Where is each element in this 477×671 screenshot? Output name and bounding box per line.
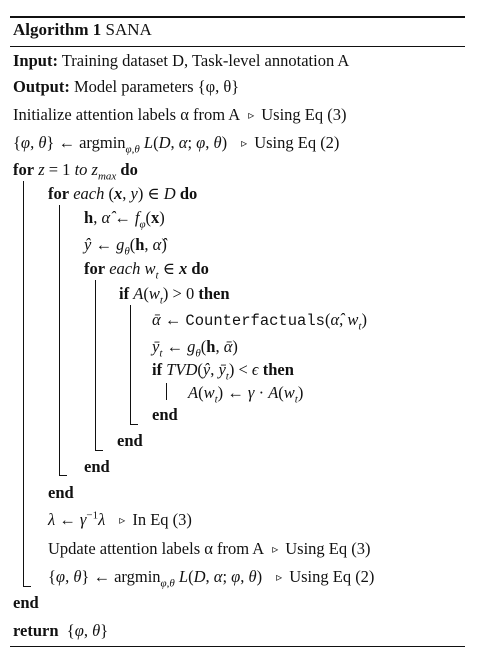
init-line: [13, 105, 347, 126]
lambda-line: λ ← $\gamma^{-1}\lambda$ ▹ In Eq (3): [48, 509, 192, 529]
update-comment: Using Eq (3): [285, 539, 371, 558]
top-rule: [10, 16, 465, 18]
for-z-line: for z = 1 to $z_{max}$ do: [13, 160, 138, 183]
return-line: return {φ, θ}: [13, 621, 109, 640]
scope-bar-if-tvd: [166, 383, 167, 400]
scope-tick-for-xy: [59, 475, 67, 476]
update-labels-line: [48, 539, 371, 560]
scope-tick-for-z: [23, 586, 31, 587]
algorithm-name: SANA: [105, 20, 152, 39]
input-text: Training dataset D, Task-level annotation A: [61, 51, 350, 70]
end-if-tvd: end: [152, 405, 178, 424]
end-for-wt: end: [84, 457, 110, 476]
predict-line: ŷ ← $g_\theta(h$, α̂): [84, 235, 167, 258]
title-rule: [10, 46, 465, 47]
counterfactual-predict-line: $ȳ_t$ ← $g_\theta(h$, ᾱ): [152, 337, 238, 360]
comment-triangle-icon: ▹: [119, 513, 126, 527]
init-comment: Using Eq (3): [261, 105, 347, 124]
scope-bar-for-xy: [59, 205, 60, 475]
scope-bar-for-wt: [95, 280, 96, 450]
end-for-xy: end: [48, 483, 74, 502]
if-tvd-line: if TVD(ŷ, $ȳ_t) < \epsilon$ then: [152, 360, 294, 383]
comment-triangle-icon: ▹: [276, 570, 283, 584]
init-text: Initialize attention labels α from A: [13, 105, 241, 124]
attention-update-line: $A(w_t)$ ← $\gamma \cdot A(w_t)$: [188, 383, 304, 406]
bottom-rule: [10, 646, 465, 647]
if-positive-line: if $A(w_t) > 0$ then: [119, 284, 230, 307]
input-line: Input: Training dataset D, Task-level annotation A: [13, 51, 350, 70]
for-each-wt-line: for each $w_t$ ∈ x do: [84, 259, 209, 282]
output-text: Model parameters {φ, θ}: [73, 77, 240, 96]
argmin-line-1: {φ, θ} ← argmin$_{\varphi,\theta}$ L(D, α; φ, θ) ▹ Using Eq (2): [13, 133, 340, 156]
encode-line: h, α̂ ← $f_\varphi(x)$: [84, 208, 165, 231]
scope-bar-for-z: [23, 181, 24, 586]
comment-triangle-icon: ▹: [241, 136, 248, 150]
end-if-positive: end: [117, 431, 143, 450]
counterfactuals-function: Counterfactuals: [185, 312, 325, 330]
scope-tick-for-wt: [95, 450, 103, 451]
argmin1-comment: Using Eq (2): [254, 133, 340, 152]
update-text: Update attention labels α from A: [48, 539, 265, 558]
algorithm-title: [13, 20, 152, 40]
for-each-xy-line: for each (x, y) ∈ D do: [48, 184, 198, 203]
scope-tick-if-positive: [130, 424, 138, 425]
lambda-comment: In Eq (3): [132, 510, 192, 529]
comment-triangle-icon: ▹: [248, 108, 255, 122]
argmin-line-2: {φ, θ} ← argmin$_{\varphi,\theta}$ L(D, α; φ, θ) ▹ Using Eq (2): [48, 567, 375, 590]
output-line: Output: Model parameters {φ, θ}: [13, 77, 240, 96]
argmin2-comment: Using Eq (2): [289, 567, 375, 586]
end-for-z: end: [13, 593, 39, 612]
comment-triangle-icon: ▹: [272, 542, 279, 556]
scope-bar-if-positive: [130, 305, 131, 424]
counterfactual-line: ᾱ ← Counterfactuals(α̂, $w_t$): [152, 310, 367, 333]
algorithm-number: Algorithm 1: [13, 20, 102, 39]
